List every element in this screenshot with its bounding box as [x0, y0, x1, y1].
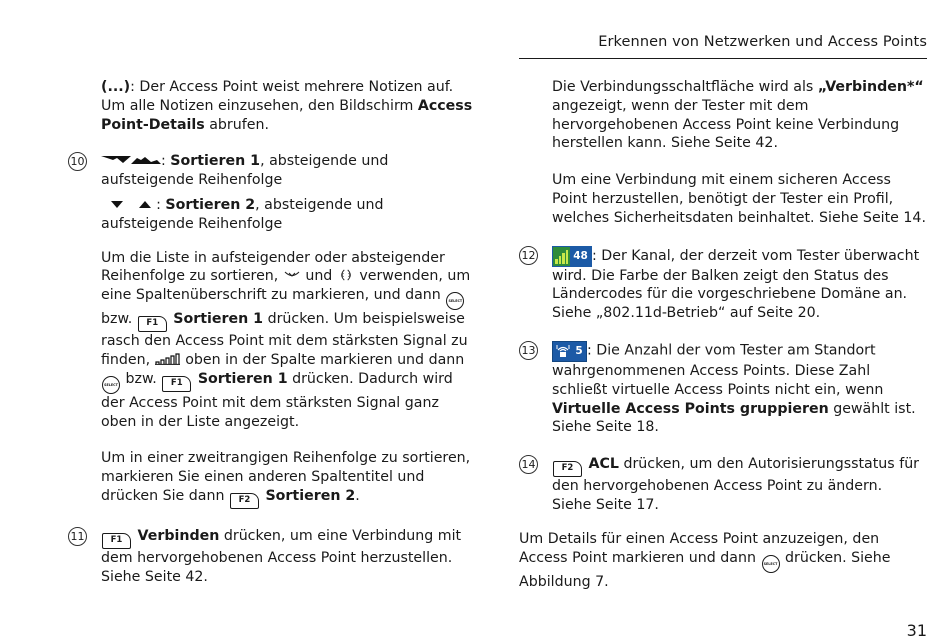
ap-count-number: 5 [575, 344, 583, 357]
sort2-text: , absteigende und aufsteigende Reihenfolge [101, 196, 384, 232]
notes-ellipsis: (...) [101, 79, 131, 95]
up-down-arrow-key-icon [283, 268, 301, 284]
sort-instr-1: Um die Liste in aufsteigender oder absteigender Reihenfolge zu sortieren, [101, 249, 445, 285]
access-point-details-term: Access Point-Details [101, 97, 473, 133]
acl-see-page: Siehe Seite 17. [552, 496, 659, 513]
sort-instr-2: und [300, 268, 337, 285]
channel-monitor-icon [552, 246, 592, 267]
secure-ap-note: Um eine Verbindung mit einem sicheren Access Point herzustellen, benötigt der Tester ein Profil, welches Sicherheitsdaten beinhaltet. Siehe Seite 14. [552, 172, 926, 226]
connect-text: drücken, um eine Verbindung mit dem hervorgehobenen Access Point herzustellen. Siehe Seite 42. [101, 527, 462, 585]
ap-count-text-3: gewählt ist. Siehe Seite 18. [552, 400, 916, 436]
connect-button-note [519, 78, 929, 228]
sort2-colon: : [151, 196, 166, 213]
item-number-10: 10 [68, 152, 87, 171]
item-number-12: 12 [519, 246, 538, 265]
sort1-description [101, 152, 476, 190]
intro-text-part: : Der Access Point weist mehrere Notizen auf. Um alle Notizen einzusehen, den Bildschirm [101, 79, 454, 114]
sort1-colon: : [161, 153, 171, 170]
connect-description [101, 527, 476, 587]
list-item-12 [519, 246, 929, 323]
connect-note-3: angezeigt, wenn der Tester mit dem hervorgehobenen Access Point keine Verbindung herstellen kann. Siehe Seite 42. [552, 97, 900, 152]
sort-instr-sort1-term-2: Sortieren 1 [197, 370, 288, 387]
sort-descending-ascending-bars-icon [101, 153, 161, 169]
sort-instr-10: drücken. Dadurch wird der Access Point mit dem stärksten Signal ganz oben in der Liste angezeigt. [101, 370, 453, 430]
sort-instr-8: bzw. [121, 370, 162, 387]
access-point-count-icon [552, 341, 587, 362]
sort2-term-2: Sortieren 2 [265, 487, 356, 504]
connect-note-1: Die Verbindungsschaltfläche wird als [552, 79, 818, 95]
item-number-13: 13 [519, 341, 538, 360]
f2-key-icon-2: F2 [553, 461, 582, 477]
intro-text [101, 78, 476, 134]
page-header-title: Erkennen von Netzwerken und Access Points [598, 34, 927, 50]
secondary-sort-1: Um in einer zweitrangigen Reihenfolge zu sortieren, markieren Sie einen anderen Spaltentitel und drücken Sie dann [101, 450, 471, 504]
sort-instr-7: oben in der Spalte markieren und dann [180, 351, 465, 368]
sort-instr-4: bzw. [101, 311, 137, 328]
secondary-sort-end: . [355, 487, 360, 504]
sort-instr-6: drücken. Um beispielsweise rasch den Access Point mit dem stärksten Signal zu finden, [101, 311, 468, 368]
f1-key-icon-2: F1 [162, 376, 191, 392]
sort2-term: Sortieren 2 [165, 196, 256, 213]
page-number: 31 [906, 621, 927, 640]
connect-star-term: „Verbinden*“ [817, 79, 924, 95]
group-virtual-ap-term: Virtuelle Access Points gruppieren [552, 400, 829, 417]
list-item-10 [68, 152, 476, 509]
channel-number: 48 [570, 247, 591, 266]
closing-text-1: Um Details für einen Access Point anzuzeigen, den Access Point markieren und dann [519, 530, 880, 566]
header-rule [519, 58, 927, 59]
signal-strength-column-icon [155, 352, 181, 368]
sort-instr-3: verwenden, um eine Spaltenüberschrift zu markieren, und dann [101, 268, 471, 304]
intro-text-end: abrufen. [204, 116, 269, 133]
acl-term: ACL [588, 456, 619, 473]
f1-key-icon-3: F1 [102, 533, 131, 549]
secondary-sort-instructions [101, 449, 476, 509]
list-item-13 [519, 341, 929, 437]
closing-paragraph [519, 530, 929, 592]
sort-instr-sort1-term: Sortieren 1 [173, 311, 264, 328]
closing-text-2: drücken. Siehe Abbildung 7. [519, 549, 891, 590]
sort-triangles-icon [110, 197, 152, 213]
channel-text: : Der Kanal, der derzeit vom Tester überwacht wird. Die Farbe der Balken zeigt den Status des Ländercodes für die vorgeschriebene Domäne an. Siehe „802.11d-Betrieb“ auf Seite 20. [552, 247, 920, 322]
left-column [68, 78, 476, 587]
select-button-icon-3: SELECT [762, 555, 780, 573]
select-button-icon: SELECT [446, 292, 464, 310]
select-button-icon-2: SELECT [102, 376, 120, 394]
acl-text: drücken, um den Autorisierungsstatus für den hervorgehobenen Access Point zu ändern. [552, 456, 920, 495]
ap-count-description [552, 341, 929, 437]
sort-instructions [101, 249, 476, 432]
list-item-14 [519, 455, 929, 515]
list-item-11 [68, 527, 476, 587]
ap-count-text-1: : Die Anzahl der vom Tester am Standort wahrgenommenen Access Points. Diese Zahl schließt virtuelle Access Points nicht ein, wenn [552, 342, 884, 398]
left-right-arrow-key-icon [337, 268, 355, 284]
sort1-text: , absteigende und aufsteigende Reihenfolge [101, 153, 389, 189]
f2-key-icon: F2 [230, 493, 259, 509]
f1-key-icon: F1 [138, 316, 167, 332]
connect-term: Verbinden [137, 527, 220, 544]
intro-paragraph [68, 78, 476, 134]
item-number-11: 11 [68, 527, 87, 546]
acl-description [552, 455, 929, 515]
channel-description [552, 246, 929, 323]
sort1-term: Sortieren 1 [170, 153, 261, 170]
right-column [519, 78, 929, 591]
connect-note-text [552, 78, 929, 153]
item-number-14: 14 [519, 455, 538, 474]
sort2-description [101, 196, 476, 234]
